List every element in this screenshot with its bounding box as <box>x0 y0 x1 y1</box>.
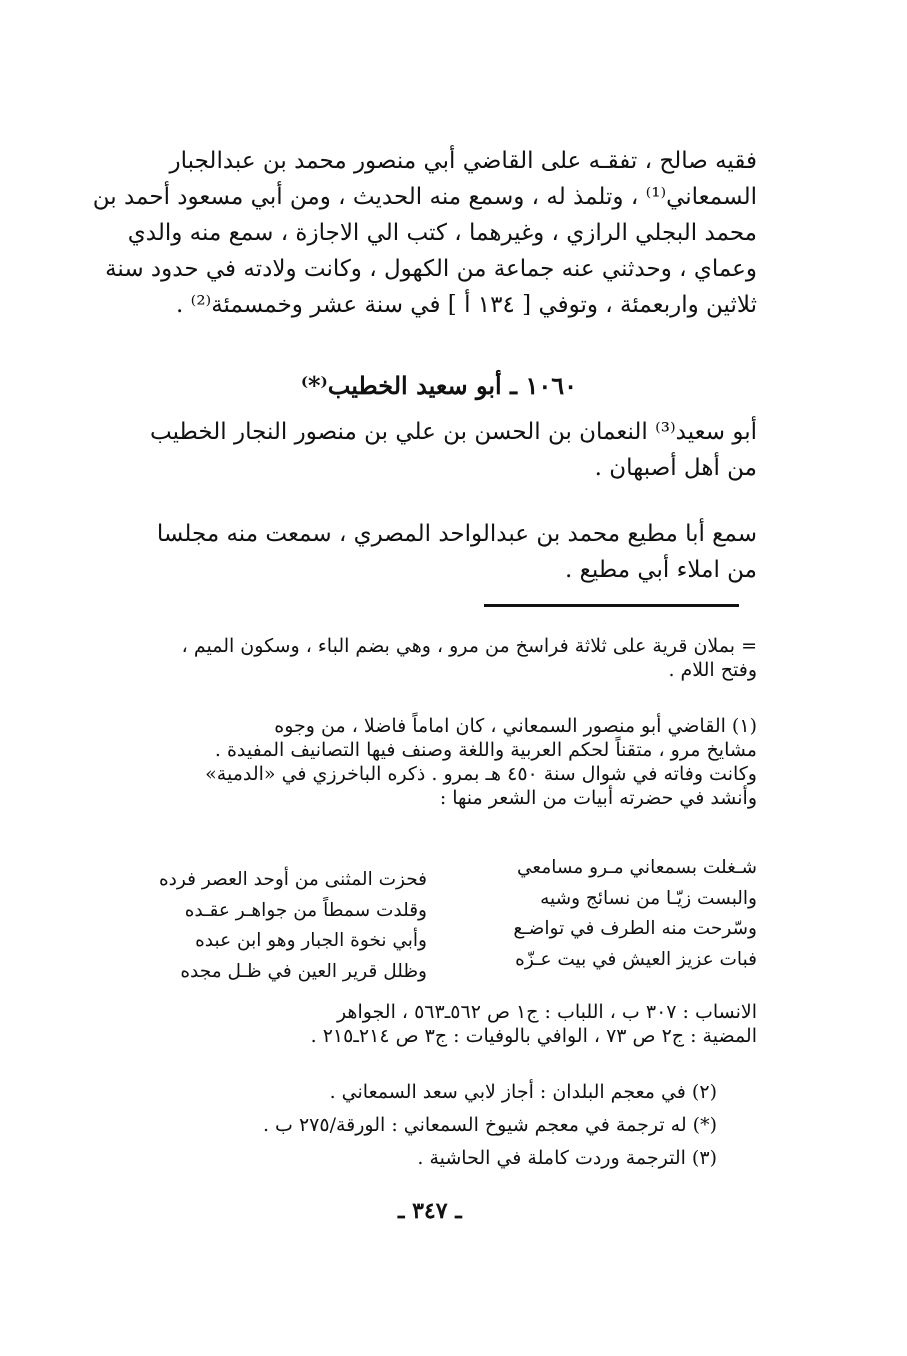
text-line: أبو سعيد⁽³⁾ النعمان بن الحسن بن علي بن منصور النجار الخطيب <box>150 419 757 445</box>
verse-line: وسّرحت منه الطرف في تواضـع <box>513 918 757 939</box>
footnote-line: وأنشد في حضرته أبيات من الشعر منها : <box>439 787 757 809</box>
footnote-line: = بملان قرية على ثلاثة فراسخ من مرو ، وهي بضم الباء ، وسكون الميم ، <box>181 635 757 657</box>
verse-line: فحزت المثنى من أوحد العصر فرده <box>158 869 427 890</box>
previous-entry-text <box>92 143 757 323</box>
text-line: سمع أبا مطيع محمد بن عبدالواحد المصري ، سمعت منه مجلسا <box>156 521 757 547</box>
verse-line: وأبي نخوة الجبار وهو ابن عبده <box>195 930 427 951</box>
poem-right-hemistichs <box>513 853 757 975</box>
footnote-star: (*) له ترجمة في معجم شيوخ السمعاني : الورقة/٢٧٥ ب . <box>262 1114 717 1136</box>
text-line: السمعاني⁽¹⁾ ، وتلمذ له ، وسمع منه الحديث ، ومن أبي مسعود أحمد بن <box>92 184 757 210</box>
footnote-line: وكانت وفاته في شوال سنة ٤٥٠ هـ بمرو . ذكره الباخرزي في «الدمية» <box>205 763 757 785</box>
text-line: فقيه صالح ، تفقـه على القاضي أبي منصور محمد بن عبدالجبار <box>169 148 757 174</box>
entry-paragraph-1 <box>102 414 757 486</box>
text-line: ثلاثين واربعمئة ، وتوفي [ ١٣٤ أ ] في سنة عشر وخمسمئة⁽²⁾ . <box>176 292 757 318</box>
verse-line: وقلدت سمطاً من جواهـر عقـده <box>184 899 427 921</box>
footnote-1 <box>147 714 757 810</box>
entry-paragraph-2 <box>102 516 757 588</box>
footnote-separator <box>484 604 739 607</box>
entry-heading: ١٠٦٠ ـ أبو سعيد الخطيب⁽*⁾ <box>300 371 577 400</box>
footnote-continuation <box>147 634 757 682</box>
footnote-line: الانساب : ٣٠٧ ب ، اللباب : ج١ ص ٥٦٢ـ٥٦٣ ، الجواهر <box>336 1001 757 1023</box>
footnote-3: (٣) الترجمة وردت كاملة في الحاشية . <box>417 1147 717 1169</box>
footnote-line: مشايخ مرو ، متقناً لحكم العربية واللغة وصنف فيها التصانيف المفيدة . <box>214 739 757 761</box>
text-line: من املاء أبي مطيع . <box>565 557 757 583</box>
verse-line: والبست زيّـا من نسائج وشيه <box>540 887 757 909</box>
footnote-2: (٢) في معجم البلدان : أجاز لابي سعد السمعاني . <box>329 1081 717 1103</box>
footnote-line: وفتح اللام . <box>668 659 757 681</box>
footnote-line: (١) القاضي أبو منصور السمعاني ، كان اماماً فاضلا ، من وجوه <box>274 715 757 737</box>
verse-line: شـغلت بسمعاني مـرو مسامعي <box>516 857 757 878</box>
verse-line: وظلل قرير العين في ظـل مجده <box>180 960 427 982</box>
poem-left-hemistichs <box>159 865 427 987</box>
text-line: من أهل أصبهان . <box>594 455 757 481</box>
verse-line: فبات عزيز العيش في بيت عـزّه <box>515 948 757 970</box>
footnote-1-sources <box>147 1000 757 1048</box>
footnote-line: المضية : ج٢ ص ٧٣ ، الوافي بالوفيات : ج٣ ص ٢١٤ـ٢١٥ . <box>310 1025 757 1047</box>
page-number: ـ ٣٤٧ ـ <box>398 1198 462 1224</box>
text-line: وعماي ، وحدثني عنه جماعة من الكهول ، وكانت ولادته في حدود سنة <box>105 256 757 282</box>
text-line: محمد البجلي الرازي ، وغيرهما ، كتب الي الاجازة ، سمع منه والدي <box>127 220 757 246</box>
